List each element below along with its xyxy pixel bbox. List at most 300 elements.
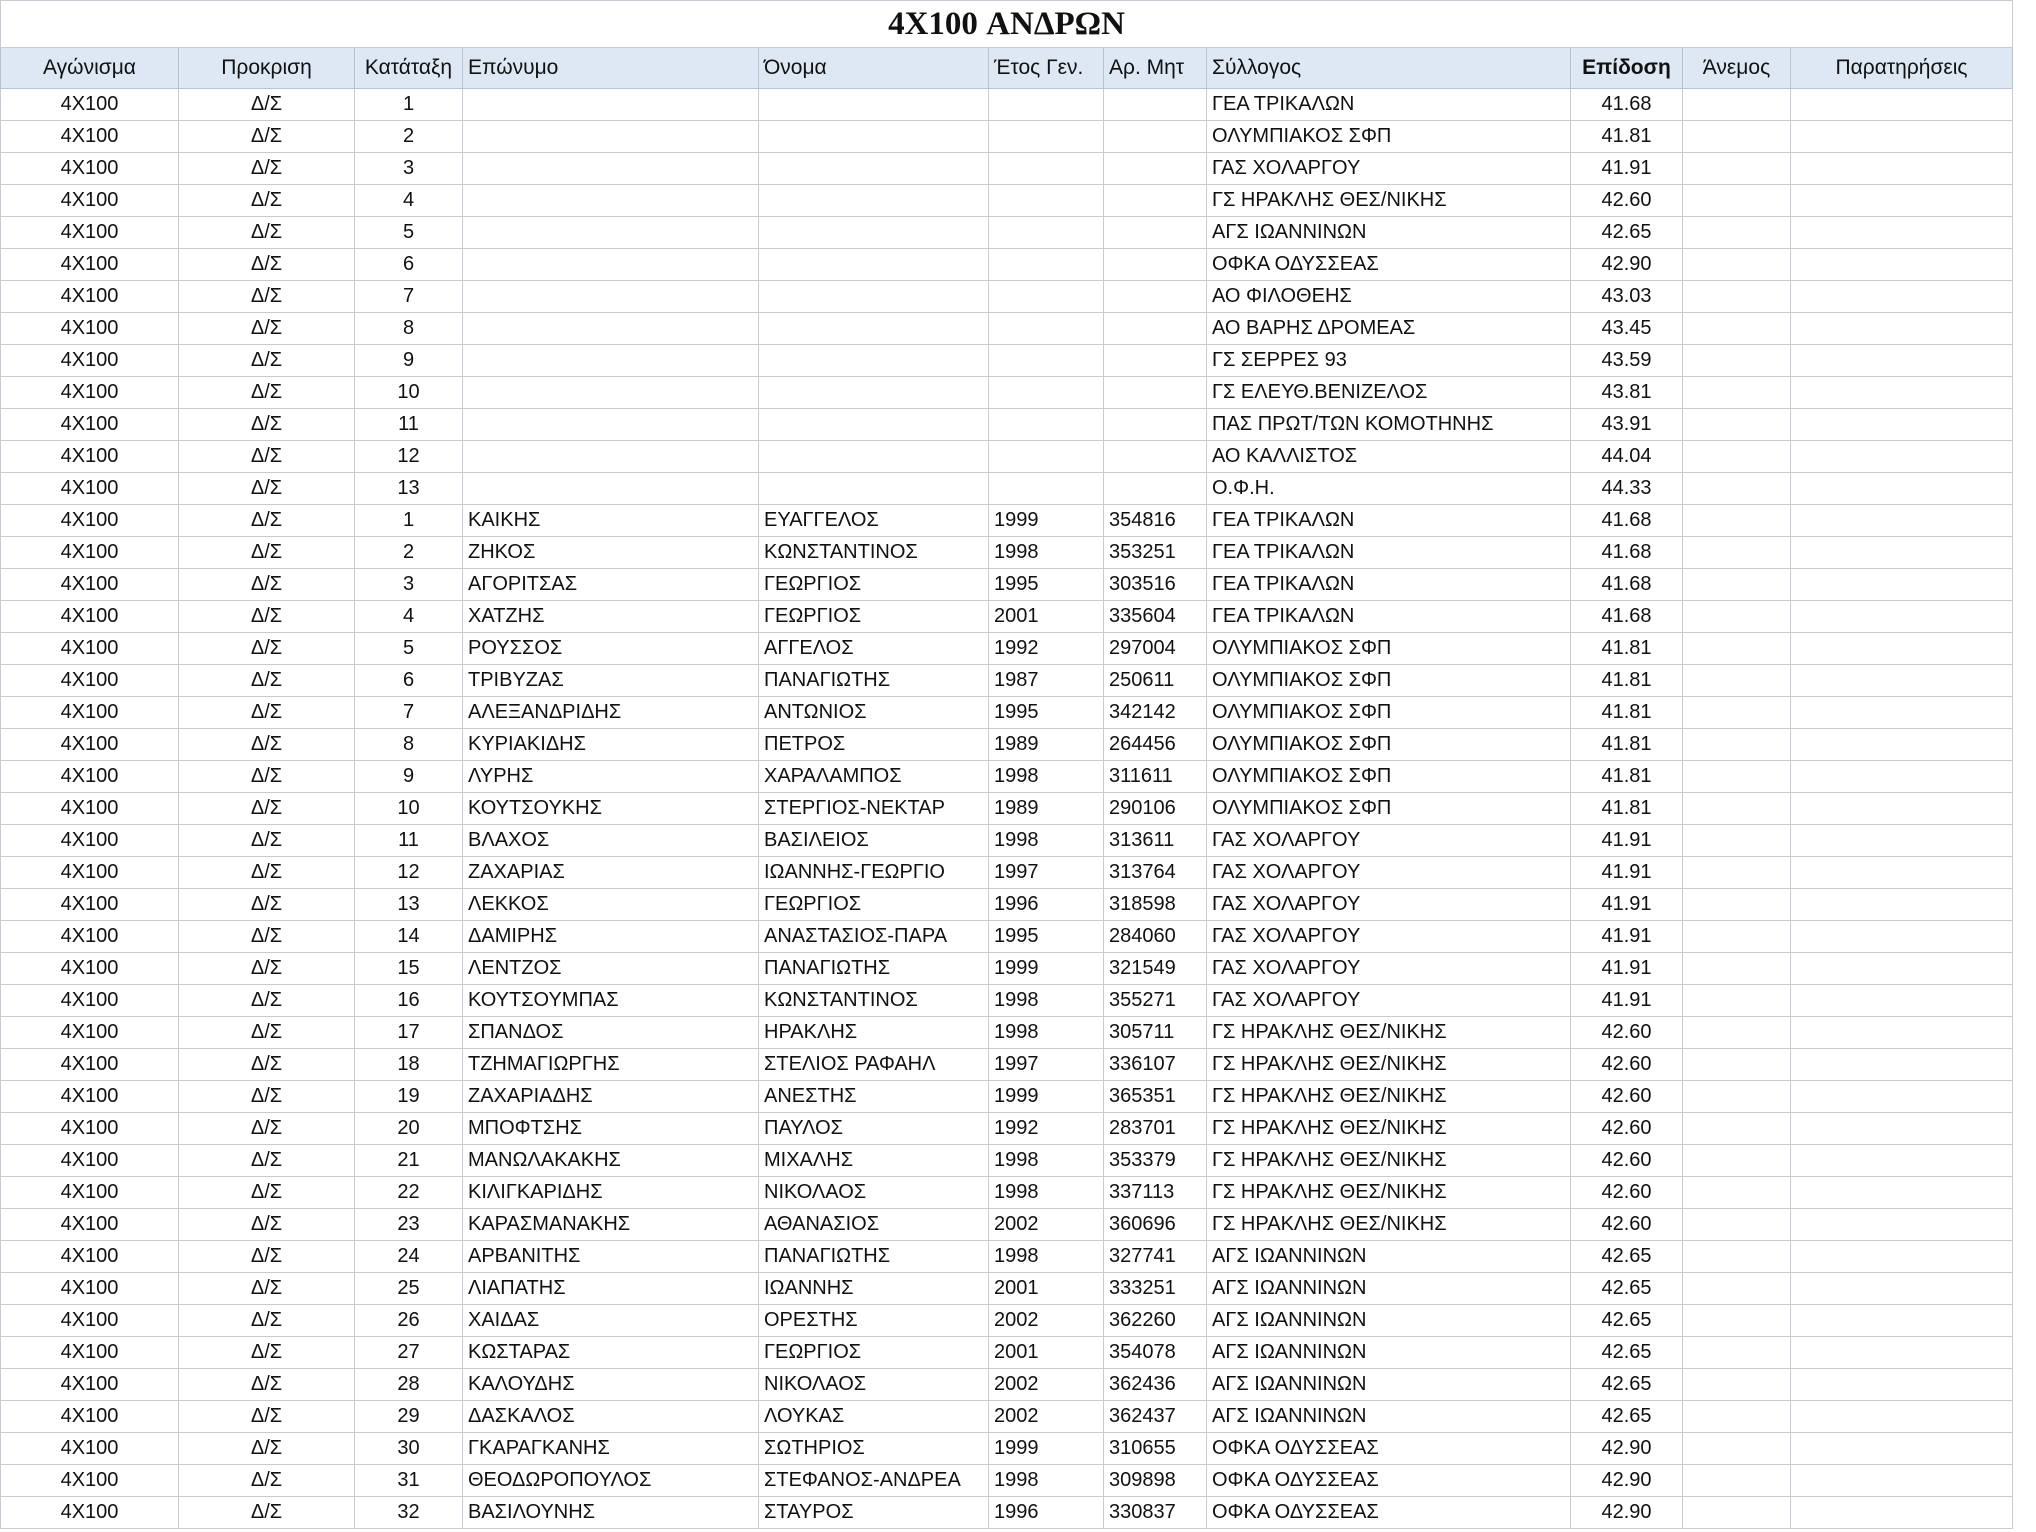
cell-performance[interactable]: 41.91 [1571, 953, 1683, 985]
cell-wind[interactable] [1683, 1241, 1791, 1273]
cell-birth-year[interactable] [989, 153, 1104, 185]
cell-wind[interactable] [1683, 1337, 1791, 1369]
cell-wind[interactable] [1683, 1049, 1791, 1081]
cell-registry-number[interactable]: 330837 [1104, 1497, 1207, 1529]
cell-wind[interactable] [1683, 1145, 1791, 1177]
cell-performance[interactable]: 41.68 [1571, 505, 1683, 537]
cell-notes[interactable] [1791, 313, 2013, 345]
cell-surname[interactable] [463, 185, 759, 217]
cell-birth-year[interactable]: 1998 [989, 1145, 1104, 1177]
cell-birth-year[interactable]: 1998 [989, 825, 1104, 857]
cell-performance[interactable]: 41.81 [1571, 697, 1683, 729]
cell-notes[interactable] [1791, 1273, 2013, 1305]
cell-qualification[interactable]: Δ/Σ [179, 537, 355, 569]
cell-surname[interactable]: ΜΠΟΦΤΣΗΣ [463, 1113, 759, 1145]
cell-wind[interactable] [1683, 441, 1791, 473]
cell-qualification[interactable]: Δ/Σ [179, 1433, 355, 1465]
cell-club[interactable]: ΑΓΣ ΙΩΑΝΝΙΝΩΝ [1207, 1369, 1571, 1401]
cell-club[interactable]: ΟΛΥΜΠΙΑΚΟΣ ΣΦΠ [1207, 793, 1571, 825]
cell-qualification[interactable]: Δ/Σ [179, 1337, 355, 1369]
cell-first-name[interactable]: ΟΡΕΣΤΗΣ [759, 1305, 989, 1337]
cell-first-name[interactable] [759, 377, 989, 409]
cell-qualification[interactable]: Δ/Σ [179, 505, 355, 537]
cell-surname[interactable]: ΧΑΙΔΑΣ [463, 1305, 759, 1337]
cell-qualification[interactable]: Δ/Σ [179, 153, 355, 185]
cell-rank[interactable]: 4 [355, 601, 463, 633]
cell-registry-number[interactable]: 303516 [1104, 569, 1207, 601]
cell-event[interactable]: 4X100 [1, 761, 179, 793]
cell-wind[interactable] [1683, 729, 1791, 761]
cell-rank[interactable]: 29 [355, 1401, 463, 1433]
cell-notes[interactable] [1791, 1145, 2013, 1177]
cell-surname[interactable] [463, 121, 759, 153]
cell-first-name[interactable]: ΛΟΥΚΑΣ [759, 1401, 989, 1433]
cell-wind[interactable] [1683, 89, 1791, 121]
cell-qualification[interactable]: Δ/Σ [179, 825, 355, 857]
cell-birth-year[interactable] [989, 377, 1104, 409]
cell-qualification[interactable]: Δ/Σ [179, 569, 355, 601]
cell-registry-number[interactable] [1104, 281, 1207, 313]
cell-event[interactable]: 4X100 [1, 217, 179, 249]
cell-surname[interactable]: ΛΥΡΗΣ [463, 761, 759, 793]
cell-surname[interactable]: ΓΚΑΡΑΓΚΑΝΗΣ [463, 1433, 759, 1465]
cell-birth-year[interactable] [989, 409, 1104, 441]
cell-birth-year[interactable]: 1999 [989, 953, 1104, 985]
cell-first-name[interactable]: ΗΡΑΚΛΗΣ [759, 1017, 989, 1049]
cell-wind[interactable] [1683, 217, 1791, 249]
cell-event[interactable]: 4X100 [1, 921, 179, 953]
cell-rank[interactable]: 15 [355, 953, 463, 985]
cell-registry-number[interactable]: 313611 [1104, 825, 1207, 857]
cell-rank[interactable]: 21 [355, 1145, 463, 1177]
cell-notes[interactable] [1791, 761, 2013, 793]
cell-birth-year[interactable] [989, 313, 1104, 345]
cell-rank[interactable]: 11 [355, 409, 463, 441]
cell-surname[interactable]: ΚΑΡΑΣΜΑΝΑΚΗΣ [463, 1209, 759, 1241]
cell-wind[interactable] [1683, 537, 1791, 569]
cell-notes[interactable] [1791, 569, 2013, 601]
cell-qualification[interactable]: Δ/Σ [179, 1273, 355, 1305]
header-notes[interactable]: Παρατηρήσεις [1791, 48, 2013, 89]
cell-registry-number[interactable]: 309898 [1104, 1465, 1207, 1497]
cell-registry-number[interactable]: 311611 [1104, 761, 1207, 793]
cell-performance[interactable]: 42.65 [1571, 1401, 1683, 1433]
cell-qualification[interactable]: Δ/Σ [179, 377, 355, 409]
cell-rank[interactable]: 10 [355, 793, 463, 825]
cell-qualification[interactable]: Δ/Σ [179, 313, 355, 345]
cell-wind[interactable] [1683, 921, 1791, 953]
cell-notes[interactable] [1791, 665, 2013, 697]
cell-wind[interactable] [1683, 569, 1791, 601]
cell-qualification[interactable]: Δ/Σ [179, 281, 355, 313]
cell-club[interactable]: ΓΕΑ ΤΡΙΚΑΛΩΝ [1207, 89, 1571, 121]
cell-qualification[interactable]: Δ/Σ [179, 441, 355, 473]
cell-registry-number[interactable]: 362260 [1104, 1305, 1207, 1337]
cell-event[interactable]: 4X100 [1, 1209, 179, 1241]
cell-club[interactable]: ΓΑΣ ΧΟΛΑΡΓΟΥ [1207, 921, 1571, 953]
cell-surname[interactable]: ΖΑΧΑΡΙΑΣ [463, 857, 759, 889]
cell-wind[interactable] [1683, 1273, 1791, 1305]
cell-rank[interactable]: 19 [355, 1081, 463, 1113]
cell-performance[interactable]: 41.91 [1571, 153, 1683, 185]
cell-rank[interactable]: 3 [355, 569, 463, 601]
cell-wind[interactable] [1683, 1497, 1791, 1529]
cell-surname[interactable]: ΚΥΡΙΑΚΙΔΗΣ [463, 729, 759, 761]
cell-first-name[interactable]: ΑΝΤΩΝΙΟΣ [759, 697, 989, 729]
cell-qualification[interactable]: Δ/Σ [179, 345, 355, 377]
cell-performance[interactable]: 43.91 [1571, 409, 1683, 441]
cell-qualification[interactable]: Δ/Σ [179, 1049, 355, 1081]
cell-wind[interactable] [1683, 1081, 1791, 1113]
cell-birth-year[interactable] [989, 473, 1104, 505]
cell-first-name[interactable]: ΠΕΤΡΟΣ [759, 729, 989, 761]
cell-registry-number[interactable] [1104, 409, 1207, 441]
cell-club[interactable]: ΟΦΚΑ ΟΔΥΣΣΕΑΣ [1207, 249, 1571, 281]
cell-qualification[interactable]: Δ/Σ [179, 889, 355, 921]
cell-first-name[interactable]: ΝΙΚΟΛΑΟΣ [759, 1369, 989, 1401]
cell-rank[interactable]: 16 [355, 985, 463, 1017]
cell-rank[interactable]: 7 [355, 281, 463, 313]
cell-birth-year[interactable]: 2002 [989, 1209, 1104, 1241]
cell-rank[interactable]: 10 [355, 377, 463, 409]
cell-event[interactable]: 4X100 [1, 1241, 179, 1273]
cell-club[interactable]: ΓΑΣ ΧΟΛΑΡΓΟΥ [1207, 985, 1571, 1017]
cell-surname[interactable]: ΣΠΑΝΔΟΣ [463, 1017, 759, 1049]
cell-surname[interactable] [463, 89, 759, 121]
cell-wind[interactable] [1683, 601, 1791, 633]
cell-wind[interactable] [1683, 633, 1791, 665]
cell-qualification[interactable]: Δ/Σ [179, 1113, 355, 1145]
cell-rank[interactable]: 17 [355, 1017, 463, 1049]
cell-notes[interactable] [1791, 473, 2013, 505]
cell-first-name[interactable] [759, 89, 989, 121]
cell-qualification[interactable]: Δ/Σ [179, 857, 355, 889]
cell-rank[interactable]: 25 [355, 1273, 463, 1305]
cell-club[interactable]: ΟΛΥΜΠΙΑΚΟΣ ΣΦΠ [1207, 665, 1571, 697]
cell-notes[interactable] [1791, 1177, 2013, 1209]
cell-wind[interactable] [1683, 473, 1791, 505]
cell-wind[interactable] [1683, 793, 1791, 825]
cell-wind[interactable] [1683, 121, 1791, 153]
cell-wind[interactable] [1683, 1465, 1791, 1497]
cell-event[interactable]: 4X100 [1, 697, 179, 729]
cell-first-name[interactable] [759, 153, 989, 185]
cell-club[interactable]: ΓΑΣ ΧΟΛΑΡΓΟΥ [1207, 153, 1571, 185]
cell-registry-number[interactable]: 321549 [1104, 953, 1207, 985]
cell-event[interactable]: 4X100 [1, 377, 179, 409]
cell-rank[interactable]: 5 [355, 633, 463, 665]
cell-birth-year[interactable]: 1995 [989, 569, 1104, 601]
cell-performance[interactable]: 41.68 [1571, 89, 1683, 121]
header-first-name[interactable]: Όνομα [759, 48, 989, 89]
cell-first-name[interactable] [759, 441, 989, 473]
cell-club[interactable]: ΓΑΣ ΧΟΛΑΡΓΟΥ [1207, 953, 1571, 985]
cell-event[interactable]: 4X100 [1, 89, 179, 121]
cell-notes[interactable] [1791, 793, 2013, 825]
cell-registry-number[interactable]: 362436 [1104, 1369, 1207, 1401]
cell-birth-year[interactable] [989, 345, 1104, 377]
cell-rank[interactable]: 13 [355, 473, 463, 505]
cell-performance[interactable]: 42.65 [1571, 1305, 1683, 1337]
cell-rank[interactable]: 27 [355, 1337, 463, 1369]
cell-birth-year[interactable]: 2002 [989, 1369, 1104, 1401]
cell-birth-year[interactable]: 1997 [989, 1049, 1104, 1081]
cell-club[interactable]: ΑΓΣ ΙΩΑΝΝΙΝΩΝ [1207, 1401, 1571, 1433]
cell-first-name[interactable]: ΣΩΤΗΡΙΟΣ [759, 1433, 989, 1465]
cell-wind[interactable] [1683, 281, 1791, 313]
cell-first-name[interactable] [759, 313, 989, 345]
cell-wind[interactable] [1683, 825, 1791, 857]
cell-club[interactable]: Ο.Φ.Η. [1207, 473, 1571, 505]
cell-event[interactable]: 4X100 [1, 1337, 179, 1369]
cell-surname[interactable]: ΡΟΥΣΣΟΣ [463, 633, 759, 665]
cell-performance[interactable]: 42.60 [1571, 1145, 1683, 1177]
cell-qualification[interactable]: Δ/Σ [179, 1497, 355, 1529]
cell-notes[interactable] [1791, 1049, 2013, 1081]
cell-surname[interactable]: ΚΩΣΤΑΡΑΣ [463, 1337, 759, 1369]
cell-notes[interactable] [1791, 1305, 2013, 1337]
cell-performance[interactable]: 41.81 [1571, 793, 1683, 825]
cell-wind[interactable] [1683, 985, 1791, 1017]
cell-performance[interactable]: 41.91 [1571, 921, 1683, 953]
cell-registry-number[interactable]: 264456 [1104, 729, 1207, 761]
cell-event[interactable]: 4X100 [1, 473, 179, 505]
header-club[interactable]: Σύλλογος [1207, 48, 1571, 89]
cell-wind[interactable] [1683, 1401, 1791, 1433]
cell-notes[interactable] [1791, 1337, 2013, 1369]
cell-club[interactable]: ΑΓΣ ΙΩΑΝΝΙΝΩΝ [1207, 1273, 1571, 1305]
cell-notes[interactable] [1791, 121, 2013, 153]
cell-birth-year[interactable]: 1995 [989, 697, 1104, 729]
cell-rank[interactable]: 6 [355, 665, 463, 697]
cell-qualification[interactable]: Δ/Σ [179, 409, 355, 441]
cell-notes[interactable] [1791, 537, 2013, 569]
cell-event[interactable]: 4X100 [1, 505, 179, 537]
cell-performance[interactable]: 42.60 [1571, 1017, 1683, 1049]
cell-performance[interactable]: 41.81 [1571, 121, 1683, 153]
cell-first-name[interactable] [759, 281, 989, 313]
cell-club[interactable]: ΓΕΑ ΤΡΙΚΑΛΩΝ [1207, 537, 1571, 569]
cell-surname[interactable]: ΚΑΛΟΥΔΗΣ [463, 1369, 759, 1401]
cell-birth-year[interactable]: 1998 [989, 985, 1104, 1017]
cell-qualification[interactable]: Δ/Σ [179, 793, 355, 825]
cell-event[interactable]: 4X100 [1, 249, 179, 281]
cell-registry-number[interactable]: 337113 [1104, 1177, 1207, 1209]
cell-wind[interactable] [1683, 1305, 1791, 1337]
cell-qualification[interactable]: Δ/Σ [179, 1241, 355, 1273]
cell-registry-number[interactable]: 365351 [1104, 1081, 1207, 1113]
cell-event[interactable]: 4X100 [1, 569, 179, 601]
cell-first-name[interactable]: ΓΕΩΡΓΙΟΣ [759, 1337, 989, 1369]
cell-rank[interactable]: 32 [355, 1497, 463, 1529]
cell-birth-year[interactable]: 2002 [989, 1305, 1104, 1337]
cell-wind[interactable] [1683, 1017, 1791, 1049]
cell-event[interactable]: 4X100 [1, 985, 179, 1017]
cell-rank[interactable]: 12 [355, 857, 463, 889]
cell-first-name[interactable]: ΚΩΝΣΤΑΝΤΙΝΟΣ [759, 985, 989, 1017]
cell-surname[interactable] [463, 313, 759, 345]
cell-rank[interactable]: 6 [355, 249, 463, 281]
cell-wind[interactable] [1683, 697, 1791, 729]
cell-first-name[interactable]: ΣΤΑΥΡΟΣ [759, 1497, 989, 1529]
cell-surname[interactable]: ΖΑΧΑΡΙΑΔΗΣ [463, 1081, 759, 1113]
cell-club[interactable]: ΑΓΣ ΙΩΑΝΝΙΝΩΝ [1207, 1305, 1571, 1337]
cell-performance[interactable]: 41.68 [1571, 537, 1683, 569]
cell-club[interactable]: ΟΦΚΑ ΟΔΥΣΣΕΑΣ [1207, 1465, 1571, 1497]
cell-performance[interactable]: 42.90 [1571, 249, 1683, 281]
cell-surname[interactable] [463, 377, 759, 409]
cell-performance[interactable]: 43.59 [1571, 345, 1683, 377]
cell-surname[interactable]: ΛΙΑΠΑΤΗΣ [463, 1273, 759, 1305]
cell-rank[interactable]: 12 [355, 441, 463, 473]
cell-first-name[interactable] [759, 345, 989, 377]
cell-registry-number[interactable]: 342142 [1104, 697, 1207, 729]
cell-qualification[interactable]: Δ/Σ [179, 761, 355, 793]
cell-event[interactable]: 4X100 [1, 889, 179, 921]
cell-notes[interactable] [1791, 953, 2013, 985]
cell-surname[interactable]: ΜΑΝΩΛΑΚΑΚΗΣ [463, 1145, 759, 1177]
cell-birth-year[interactable]: 1989 [989, 729, 1104, 761]
cell-rank[interactable]: 7 [355, 697, 463, 729]
cell-event[interactable]: 4X100 [1, 793, 179, 825]
cell-wind[interactable] [1683, 953, 1791, 985]
cell-performance[interactable]: 41.68 [1571, 601, 1683, 633]
cell-club[interactable]: ΓΣ ΕΛΕΥΘ.ΒΕΝΙΖΕΛΟΣ [1207, 377, 1571, 409]
cell-notes[interactable] [1791, 921, 2013, 953]
cell-club[interactable]: ΑΟ ΦΙΛΟΘΕΗΣ [1207, 281, 1571, 313]
cell-surname[interactable]: ΧΑΤΖΗΣ [463, 601, 759, 633]
header-rank[interactable]: Κατάταξη [355, 48, 463, 89]
cell-performance[interactable]: 41.81 [1571, 729, 1683, 761]
cell-surname[interactable]: ΒΑΣΙΛΟΥΝΗΣ [463, 1497, 759, 1529]
cell-first-name[interactable] [759, 473, 989, 505]
cell-registry-number[interactable]: 335604 [1104, 601, 1207, 633]
cell-rank[interactable]: 2 [355, 121, 463, 153]
cell-club[interactable]: ΓΣ ΗΡΑΚΛΗΣ ΘΕΣ/ΝΙΚΗΣ [1207, 1113, 1571, 1145]
cell-event[interactable]: 4X100 [1, 953, 179, 985]
cell-club[interactable]: ΓΣ ΣΕΡΡΕΣ 93 [1207, 345, 1571, 377]
cell-club[interactable]: ΓΑΣ ΧΟΛΑΡΓΟΥ [1207, 825, 1571, 857]
cell-notes[interactable] [1791, 1241, 2013, 1273]
cell-performance[interactable]: 43.03 [1571, 281, 1683, 313]
cell-registry-number[interactable]: 284060 [1104, 921, 1207, 953]
cell-first-name[interactable]: ΑΘΑΝΑΣΙΟΣ [759, 1209, 989, 1241]
cell-registry-number[interactable]: 354078 [1104, 1337, 1207, 1369]
cell-notes[interactable] [1791, 601, 2013, 633]
cell-registry-number[interactable] [1104, 473, 1207, 505]
cell-rank[interactable]: 13 [355, 889, 463, 921]
cell-wind[interactable] [1683, 249, 1791, 281]
cell-notes[interactable] [1791, 217, 2013, 249]
cell-registry-number[interactable]: 250611 [1104, 665, 1207, 697]
cell-first-name[interactable] [759, 121, 989, 153]
cell-first-name[interactable]: ΓΕΩΡΓΙΟΣ [759, 601, 989, 633]
cell-registry-number[interactable]: 327741 [1104, 1241, 1207, 1273]
cell-rank[interactable]: 22 [355, 1177, 463, 1209]
cell-rank[interactable]: 2 [355, 537, 463, 569]
cell-first-name[interactable]: ΜΙΧΑΛΗΣ [759, 1145, 989, 1177]
cell-wind[interactable] [1683, 185, 1791, 217]
cell-notes[interactable] [1791, 1497, 2013, 1529]
cell-first-name[interactable]: ΠΑΝΑΓΙΩΤΗΣ [759, 953, 989, 985]
cell-club[interactable]: ΟΦΚΑ ΟΔΥΣΣΕΑΣ [1207, 1497, 1571, 1529]
cell-registry-number[interactable] [1104, 249, 1207, 281]
cell-performance[interactable]: 44.04 [1571, 441, 1683, 473]
cell-registry-number[interactable]: 355271 [1104, 985, 1207, 1017]
cell-surname[interactable]: ΚΑΙΚΗΣ [463, 505, 759, 537]
cell-rank[interactable]: 8 [355, 729, 463, 761]
cell-qualification[interactable]: Δ/Σ [179, 1209, 355, 1241]
cell-qualification[interactable]: Δ/Σ [179, 1081, 355, 1113]
cell-event[interactable]: 4X100 [1, 345, 179, 377]
cell-first-name[interactable]: ΓΕΩΡΓΙΟΣ [759, 889, 989, 921]
cell-notes[interactable] [1791, 1017, 2013, 1049]
cell-club[interactable]: ΓΣ ΗΡΑΚΛΗΣ ΘΕΣ/ΝΙΚΗΣ [1207, 1209, 1571, 1241]
cell-registry-number[interactable]: 362437 [1104, 1401, 1207, 1433]
cell-event[interactable]: 4X100 [1, 1081, 179, 1113]
cell-performance[interactable]: 42.60 [1571, 1113, 1683, 1145]
cell-first-name[interactable]: ΠΑΝΑΓΙΩΤΗΣ [759, 665, 989, 697]
cell-first-name[interactable]: ΑΓΓΕΛΟΣ [759, 633, 989, 665]
cell-performance[interactable]: 42.65 [1571, 1273, 1683, 1305]
cell-surname[interactable]: ΚΟΥΤΣΟΥΚΗΣ [463, 793, 759, 825]
cell-event[interactable]: 4X100 [1, 1273, 179, 1305]
cell-surname[interactable] [463, 345, 759, 377]
cell-event[interactable]: 4X100 [1, 1433, 179, 1465]
cell-wind[interactable] [1683, 1369, 1791, 1401]
cell-notes[interactable] [1791, 889, 2013, 921]
cell-wind[interactable] [1683, 345, 1791, 377]
cell-notes[interactable] [1791, 1113, 2013, 1145]
cell-club[interactable]: ΓΑΣ ΧΟΛΑΡΓΟΥ [1207, 889, 1571, 921]
cell-surname[interactable] [463, 153, 759, 185]
cell-birth-year[interactable] [989, 89, 1104, 121]
cell-event[interactable]: 4X100 [1, 857, 179, 889]
cell-rank[interactable]: 28 [355, 1369, 463, 1401]
cell-performance[interactable]: 42.65 [1571, 1337, 1683, 1369]
cell-surname[interactable]: ΤΡΙΒΥΖΑΣ [463, 665, 759, 697]
cell-qualification[interactable]: Δ/Σ [179, 1401, 355, 1433]
cell-notes[interactable] [1791, 249, 2013, 281]
cell-surname[interactable]: ΚΙΛΙΓΚΑΡΙΔΗΣ [463, 1177, 759, 1209]
cell-club[interactable]: ΓΕΑ ΤΡΙΚΑΛΩΝ [1207, 601, 1571, 633]
cell-birth-year[interactable] [989, 249, 1104, 281]
cell-performance[interactable]: 42.90 [1571, 1497, 1683, 1529]
header-surname[interactable]: Επώνυμο [463, 48, 759, 89]
cell-surname[interactable]: ΑΛΕΞΑΝΔΡΙΔΗΣ [463, 697, 759, 729]
cell-event[interactable]: 4X100 [1, 601, 179, 633]
cell-surname[interactable]: ΒΛΑΧΟΣ [463, 825, 759, 857]
header-registry-number[interactable]: Αρ. Μητ [1104, 48, 1207, 89]
cell-rank[interactable]: 31 [355, 1465, 463, 1497]
cell-birth-year[interactable]: 1998 [989, 1241, 1104, 1273]
cell-notes[interactable] [1791, 1465, 2013, 1497]
cell-club[interactable]: ΓΕΑ ΤΡΙΚΑΛΩΝ [1207, 505, 1571, 537]
cell-performance[interactable]: 41.91 [1571, 985, 1683, 1017]
cell-qualification[interactable]: Δ/Σ [179, 89, 355, 121]
cell-first-name[interactable]: ΕΥΑΓΓΕΛΟΣ [759, 505, 989, 537]
cell-event[interactable]: 4X100 [1, 729, 179, 761]
cell-surname[interactable]: ΛΕΝΤΖΟΣ [463, 953, 759, 985]
cell-performance[interactable]: 43.81 [1571, 377, 1683, 409]
cell-qualification[interactable]: Δ/Σ [179, 953, 355, 985]
cell-wind[interactable] [1683, 409, 1791, 441]
cell-notes[interactable] [1791, 825, 2013, 857]
cell-notes[interactable] [1791, 505, 2013, 537]
cell-qualification[interactable]: Δ/Σ [179, 1145, 355, 1177]
cell-birth-year[interactable]: 1989 [989, 793, 1104, 825]
cell-surname[interactable]: ΚΟΥΤΣΟΥΜΠΑΣ [463, 985, 759, 1017]
